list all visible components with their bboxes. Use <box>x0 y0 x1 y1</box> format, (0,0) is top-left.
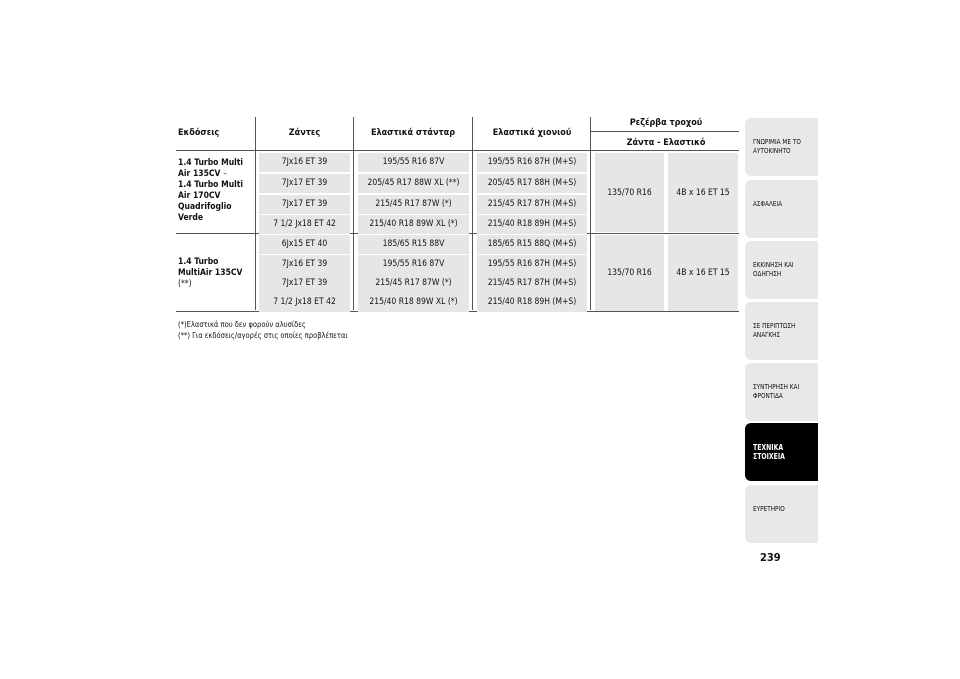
snow-tyre-cell: 205/45 R17 88H (M+S) <box>477 174 587 193</box>
header-spare: Ρεζέρβα τροχού <box>629 118 703 128</box>
standard-tyre-cell: 195/55 R16 87V <box>358 153 469 172</box>
rim-cell: 7 1/2 Jx18 ET 42 <box>259 293 350 312</box>
tab-index[interactable]: ΕΥΡΕΤΗΡΙΟ <box>745 485 818 543</box>
column-divider <box>472 117 473 310</box>
tab-getting-to-know[interactable]: ΓΝΩΡΙΜΙΑ ΜΕ ΤΟ ΑΥΤΟΚΙΝΗΤΟ <box>745 118 818 176</box>
snow-tyre-cell: 195/55 R16 87H (M+S) <box>477 153 587 172</box>
spare-tyre-cell: 135/70 R16 <box>595 235 664 311</box>
rim-cell: 7Jx17 ET 39 <box>259 274 350 293</box>
tab-safety[interactable]: ΑΣΦΑΛΕΙΑ <box>745 180 818 238</box>
header-versions: Εκδόσεις <box>178 128 220 138</box>
standard-tyre-cell: 215/40 R18 89W XL (*) <box>358 293 469 312</box>
rim-cell: 7 1/2 Jx18 ET 42 <box>259 215 350 234</box>
header-spare-sub: Ζάντα - Ελαστικό <box>626 138 706 148</box>
header-standard-tyres: Ελαστικά στάνταρ <box>370 128 456 138</box>
footnote: (**) Για εκδόσεις/αγορές στις οποίες προβλέπεται <box>178 331 348 340</box>
spare-rim-cell: 4B x 16 ET 15 <box>668 153 738 232</box>
standard-tyre-cell: 215/45 R17 87W (*) <box>358 274 469 293</box>
footnote: (*)Ελαστικά που δεν φορούν αλυσίδες <box>178 320 306 329</box>
column-divider <box>590 117 591 310</box>
spare-rim-cell: 4B x 16 ET 15 <box>668 235 738 311</box>
tab-starting-driving[interactable]: ΕΚΚΙΝΗΣΗ ΚΑΙ ΟΔΗΓΗΣΗ <box>745 241 818 299</box>
header-rims: Ζάντες <box>288 128 321 138</box>
rim-cell: 7Jx17 ET 39 <box>259 174 350 193</box>
snow-tyre-cell: 215/45 R17 87H (M+S) <box>477 195 587 214</box>
snow-tyre-cell: 215/45 R17 87H (M+S) <box>477 274 587 293</box>
snow-tyre-cell: 215/40 R18 89H (M+S) <box>477 215 587 234</box>
standard-tyre-cell: 195/55 R16 87V <box>358 255 469 274</box>
tab-maintenance[interactable]: ΣΥΝΤΗΡΗΣΗ ΚΑΙ ΦΡΟΝΤΙΔΑ <box>745 363 818 421</box>
header-bottom-rule <box>176 150 739 151</box>
version-group-2: 1.4 Turbo MultiAir 135CV (**) <box>178 257 243 289</box>
column-divider <box>255 117 256 310</box>
tab-technical-data[interactable]: ΤΕΧΝΙΚΑ ΣΤΟΙΧΕΙΑ <box>745 423 818 481</box>
rim-cell: 7Jx17 ET 39 <box>259 195 350 214</box>
standard-tyre-cell: 185/65 R15 88V <box>358 235 469 254</box>
header-snow-tyres: Ελαστικά χιονιού <box>492 128 572 138</box>
column-divider <box>353 117 354 310</box>
header-spare-divider <box>591 131 739 132</box>
version-group-1: 1.4 Turbo Multi Air 135CV – 1.4 Turbo Multi Air 170CV Quadrifoglio Verde <box>178 158 244 223</box>
tab-emergency[interactable]: ΣΕ ΠΕΡΙΠΤΩΣΗ ΑΝΑΓΚΗΣ <box>745 302 818 360</box>
rim-cell: 7Jx16 ET 39 <box>259 153 350 172</box>
snow-tyre-cell: 215/40 R18 89H (M+S) <box>477 293 587 312</box>
rim-cell: 6Jx15 ET 40 <box>259 235 350 254</box>
standard-tyre-cell: 215/40 R18 89W XL (*) <box>358 215 469 234</box>
spare-tyre-cell: 135/70 R16 <box>595 153 664 232</box>
standard-tyre-cell: 205/45 R17 88W XL (**) <box>358 174 469 193</box>
rim-cell: 7Jx16 ET 39 <box>259 255 350 274</box>
standard-tyre-cell: 215/45 R17 87W (*) <box>358 195 469 214</box>
snow-tyre-cell: 195/55 R16 87H (M+S) <box>477 255 587 274</box>
page-number: 239 <box>760 551 781 564</box>
snow-tyre-cell: 185/65 R15 88Q (M+S) <box>477 235 587 254</box>
